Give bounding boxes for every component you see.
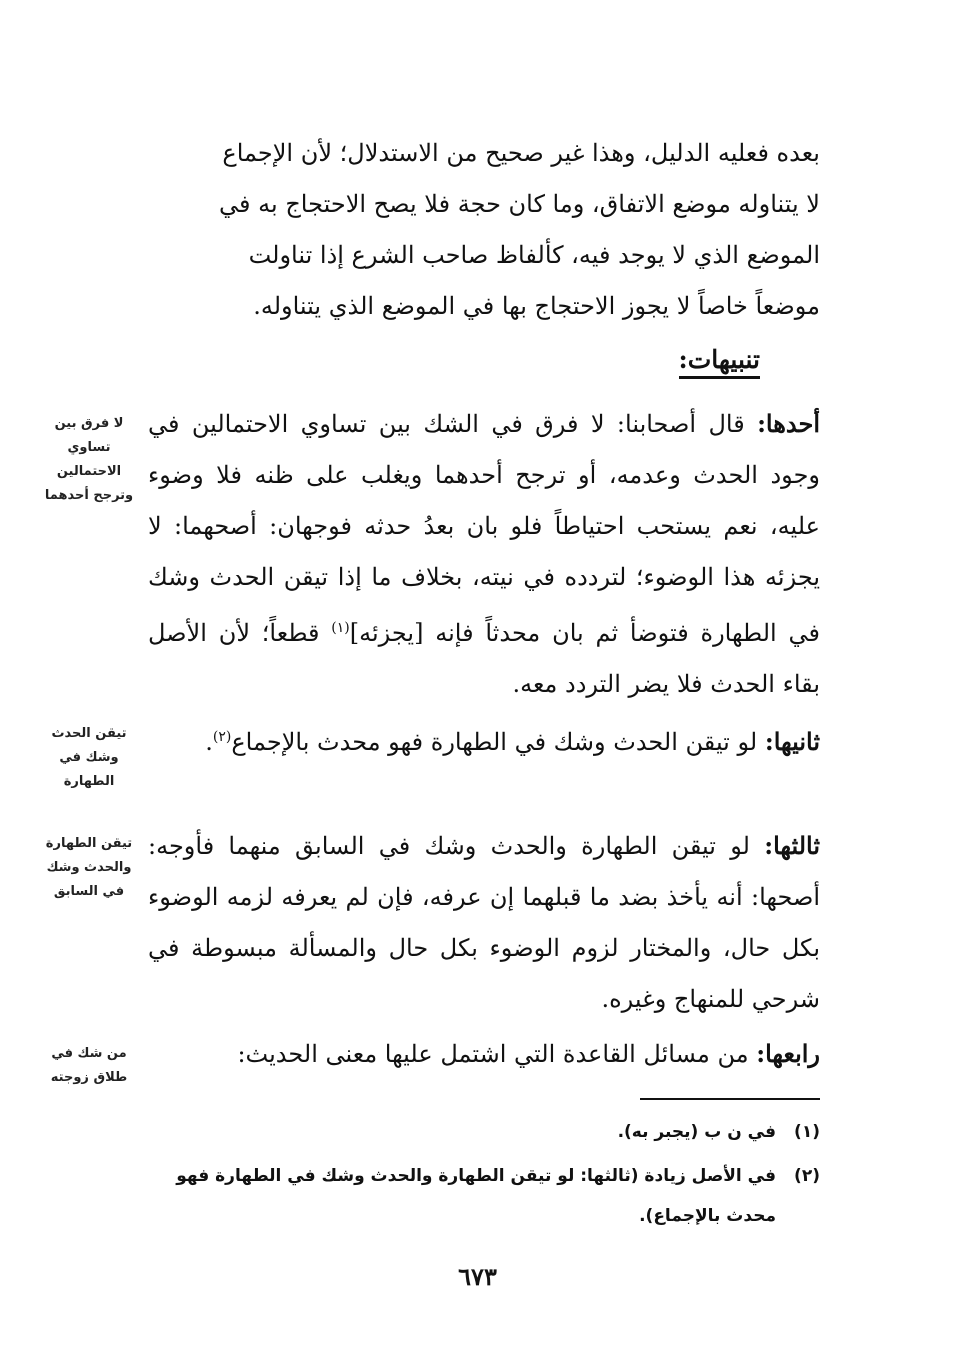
section-heading-text: تنبيهات:: [679, 345, 761, 379]
paragraph-fourth: [148, 1028, 820, 1080]
margin-note: تيقن الطهارة والحدث وشك في السابق: [45, 836, 133, 899]
footnote-continuation: محدث بالإجماع).: [639, 1206, 776, 1226]
margin-note: من شك في طلاق زوجته: [50, 1046, 128, 1085]
paragraph-tail: .: [205, 728, 213, 756]
footnote-number: (٢): [794, 1166, 820, 1186]
footnote-text: في ن ب (يجبر به).: [617, 1122, 776, 1142]
paragraph-third: [148, 820, 820, 1025]
footnote-item: [148, 1112, 820, 1152]
paragraph-text: قال أصحابنا: لا فرق في الشك بين تساوي الاحتمالين في وجود الحدث وعدمه، أو ترجح أحدهما ويغلب على ظنه فلا وضوء عليه، نعم يستحب احتياطاً فلو بان بعدُ حدثه فوجهان: أصحهما: لا يجزئه هذا الوضوء؛ لتردده في نيته، بخلاف ما إذا تيقن الحدث وشك في الطهارة فتوضأ ثم بان محدثاً فإنه [يجزئه]: [148, 410, 820, 647]
footnote-number: (١): [794, 1122, 820, 1142]
paragraph-tail: قطعاً؛ لأن الأصل بقاء الحدث فلا يضر التردد معه.: [148, 619, 820, 698]
paragraph-second: [148, 712, 820, 768]
paragraph-text: لو تيقن الحدث وشك في الطهارة فهو محدث بالإجماع: [231, 728, 765, 756]
margin-note: تيقن الحدث وشك في الطهارة: [51, 726, 127, 789]
intro-line: بعده فعليه الدليل، وهذا غير صحيح من الاستدلال؛ لأن الإجماع: [222, 139, 820, 167]
footnote-separator: [640, 1098, 820, 1100]
footnote-item: [148, 1156, 820, 1236]
margin-note: لا فرق بين تساوي الاحتمالين وترجح أحدهما: [44, 416, 134, 503]
page-number: ٦٧٣: [458, 1262, 497, 1291]
intro-line: موضعاً خاصاً لا يجوز الاحتجاج بها في الموضع الذي يتناوله.: [253, 292, 820, 320]
footnote-ref: (١): [331, 620, 350, 636]
footnote-ref: (٢): [212, 729, 232, 745]
intro-paragraph: [148, 128, 820, 332]
paragraph-lead: أحدها:: [757, 409, 820, 438]
paragraph-text: من مسائل القاعدة التي اشتمل عليها معنى الحديث:: [237, 1040, 757, 1068]
intro-line: الموضع الذي لا يوجد فيه، كألفاظ صاحب الشرع إذا تناولت: [248, 241, 820, 269]
paragraph-first: [148, 398, 820, 710]
paragraph-lead: رابعها:: [756, 1039, 820, 1068]
paragraph-lead: ثالثها:: [764, 831, 820, 860]
intro-line: لا يتناوله موضع الاتفاق، وما كان حجة فلا يصح الاحتجاج به في: [219, 190, 820, 218]
paragraph-text: لو تيقن الطهارة والحدث وشك في السابق منهما فأوجه: أصحها: أنه يأخذ بضد ما قبلهما إن عرفه، فإن لم يعرفه لزمه الوضوء بكل حال، والمختار لزوم الوضوء بكل حال والمسألة مبسوطة في شرحي للمنهاج وغيره.: [148, 832, 820, 1013]
footnote-text: في الأصل زيادة (ثالثها: لو تيقن الطهارة والحدث وشك في الطهارة فهو: [176, 1166, 776, 1186]
section-heading: [679, 340, 761, 380]
paragraph-lead: ثانيها:: [764, 727, 820, 756]
